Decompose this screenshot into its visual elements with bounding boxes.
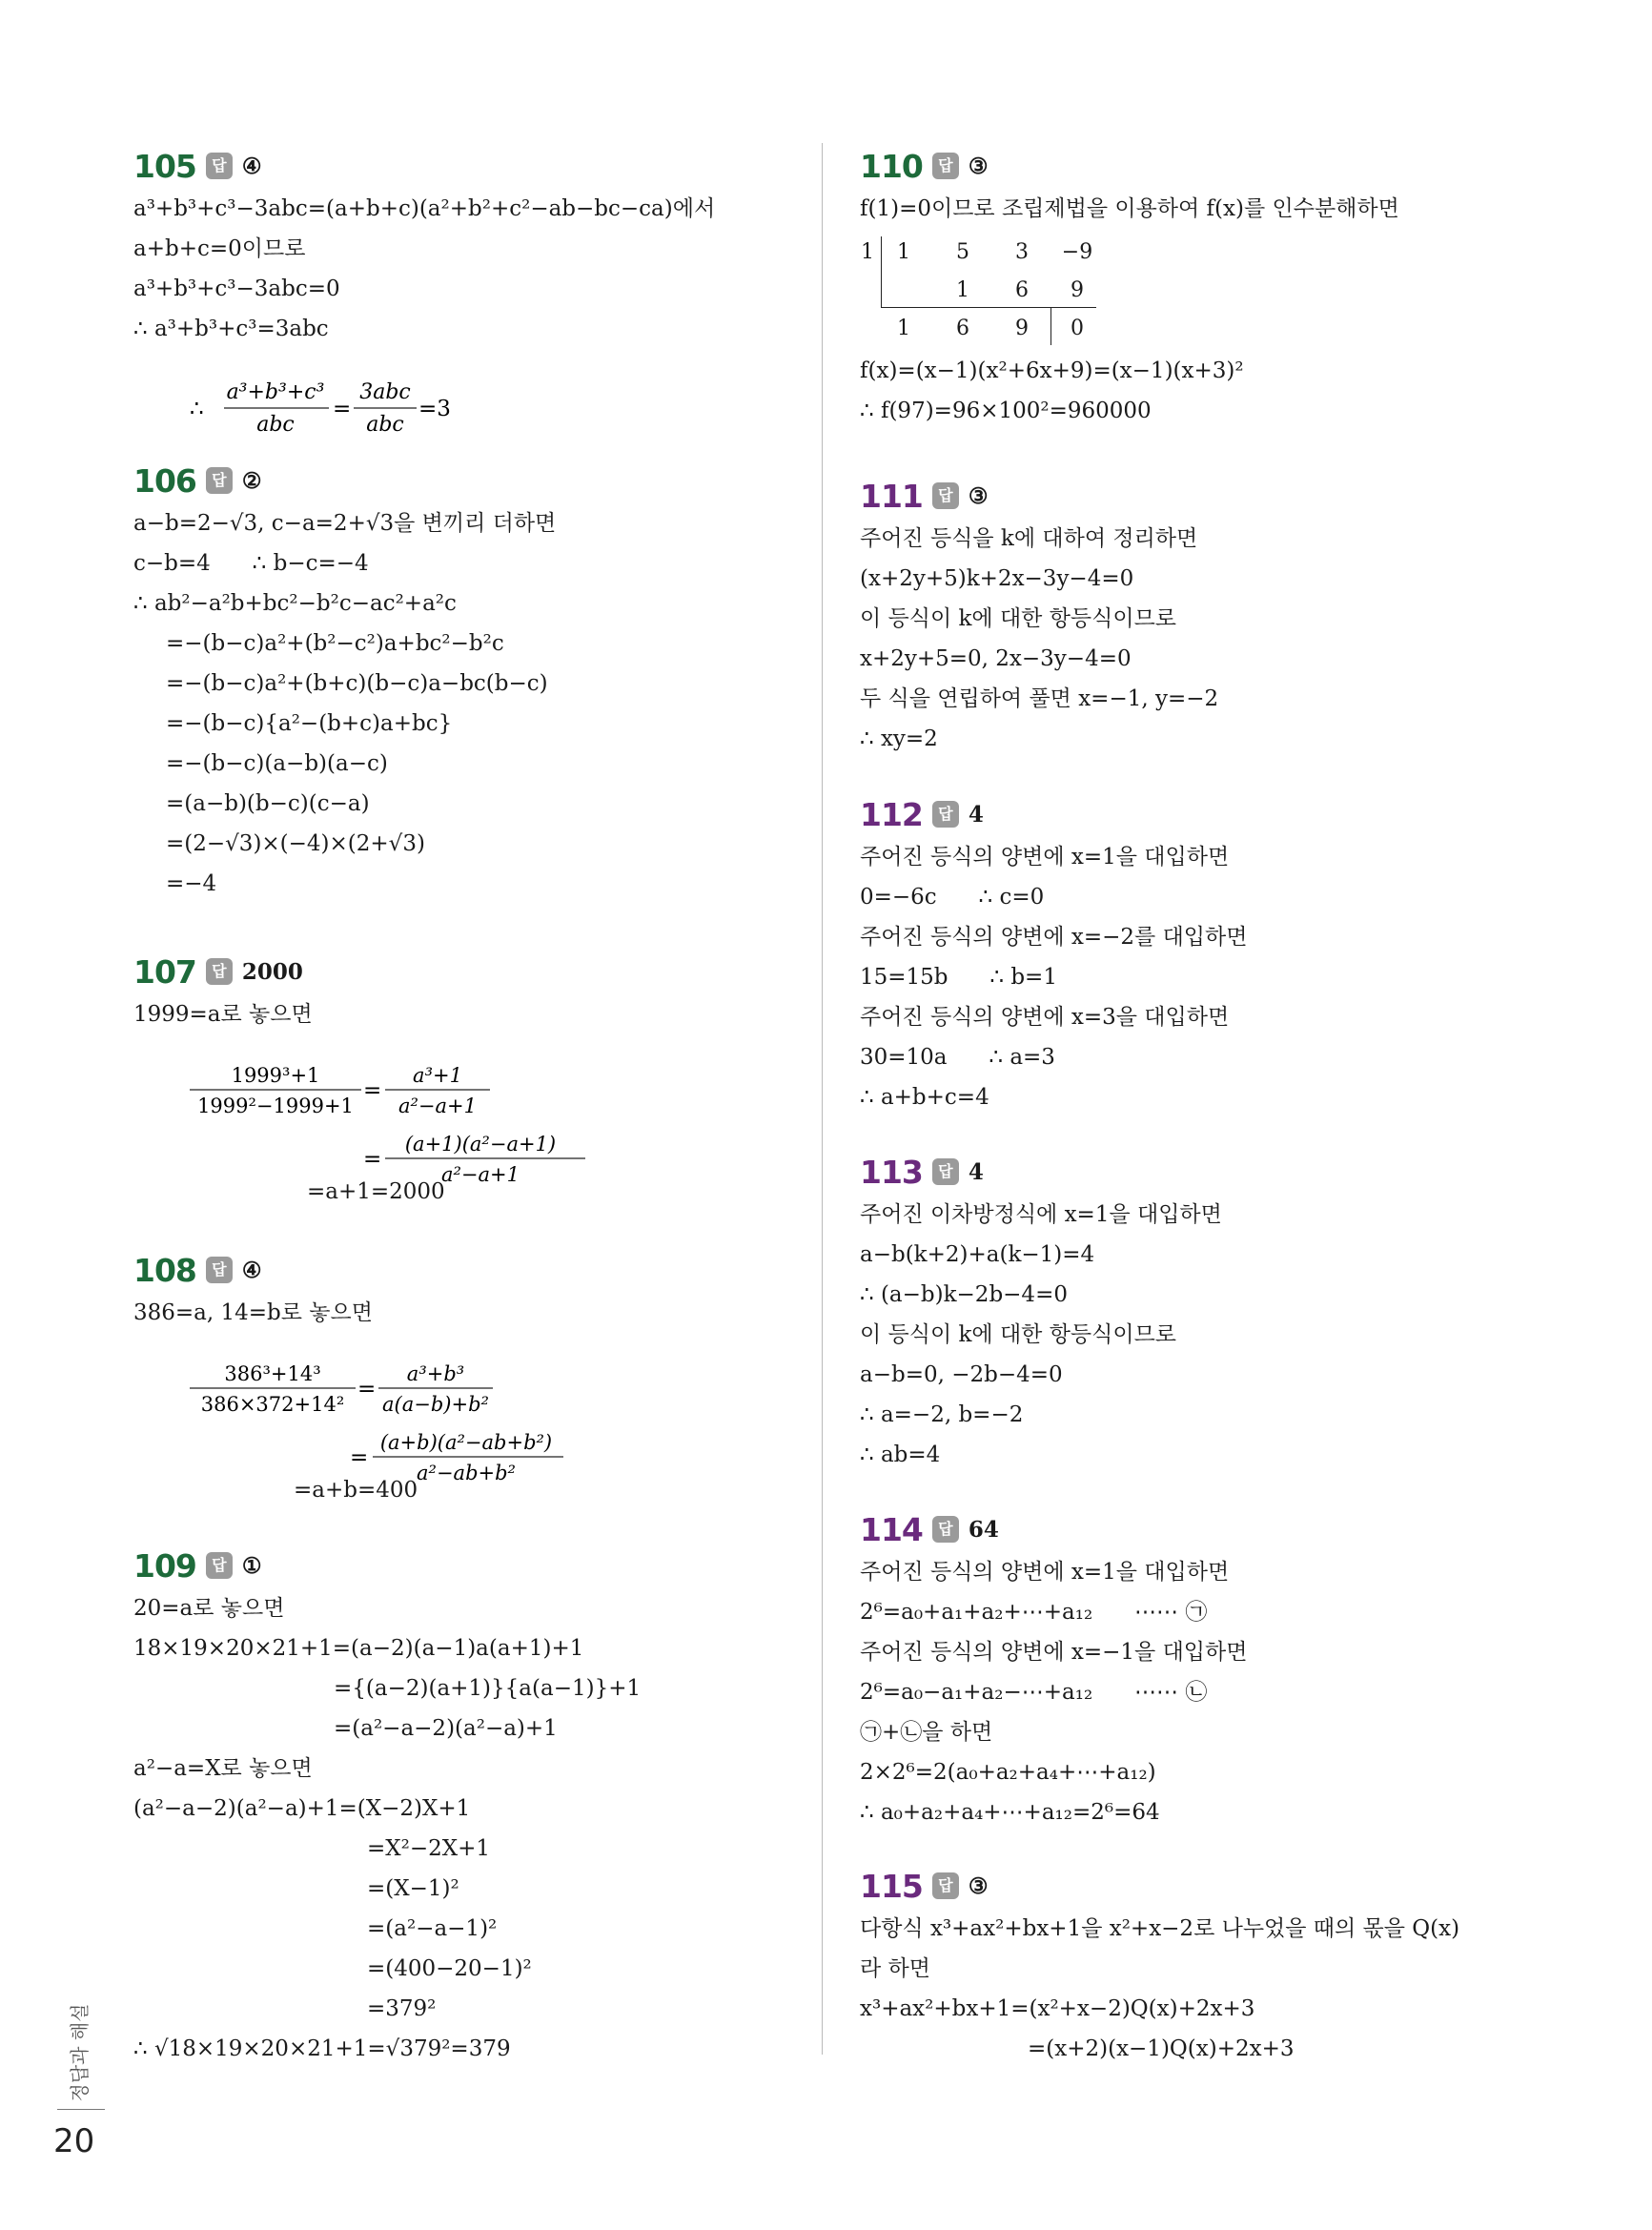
fraction-denominator: 1999²−1999+1 <box>196 1095 354 1117</box>
synthetic-result: 1 <box>897 317 910 340</box>
problem-113 <box>860 1149 1546 1475</box>
fraction-denominator: a(a−b)+b² <box>381 1393 489 1416</box>
footer-side-label-box <box>59 2000 97 2105</box>
solution-line: 이 등식이 k에 대한 항등식이므로 <box>860 1322 1177 1347</box>
synthetic-coef: 1 <box>897 240 910 264</box>
solution-line: ∴ a³+b³+c³=3abc <box>133 317 329 341</box>
answer-badge: 답 <box>206 958 233 985</box>
solution-line: 18×19×20×21+1=(a−2)(a−1)a(a+1)+1 <box>133 1636 584 1661</box>
solution-line: =(2−√3)×(−4)×(2+√3) <box>166 831 425 856</box>
solution-line: 라 하면 <box>860 1956 930 1981</box>
solution-line: 다항식 x³+ax²+bx+1을 x²+x−2로 나누었을 때의 몫을 Q(x) <box>860 1916 1460 1941</box>
answer: ④ <box>241 153 262 179</box>
fraction-numerator: 3abc <box>358 380 411 404</box>
problem-107 <box>133 949 791 1212</box>
solution-line: 386=a, 14=b로 놓으면 <box>133 1300 373 1325</box>
answer-badge: 답 <box>932 153 959 179</box>
solution-line: =(X−1)² <box>367 1876 459 1901</box>
solution-line: =−(b−c)a²+(b²−c²)a+bc²−b²c <box>166 631 504 656</box>
fraction-numerator: (a+1)(a²−a+1) <box>404 1133 556 1156</box>
svg-text:=: = <box>362 1147 381 1172</box>
problem-number: 108 <box>133 1251 196 1289</box>
fraction-denominator: a²−a+1 <box>440 1163 520 1186</box>
fraction-denominator: a²−ab+b² <box>416 1462 516 1484</box>
problem-number: 115 <box>860 1867 923 1905</box>
solution-line: a+b+c=0이므로 <box>133 236 306 261</box>
solution-line: 주어진 이차방정식에 x=1을 대입하면 <box>860 1202 1222 1227</box>
problem-number: 112 <box>860 795 923 833</box>
solution-line: 주어진 등식의 양변에 x=1을 대입하면 <box>860 1560 1230 1585</box>
synthetic-coef: 5 <box>956 240 969 264</box>
solution-line: ∴ (a−b)k−2b−4=0 <box>860 1282 1068 1307</box>
solution-line: =(a²−a−1)² <box>367 1916 498 1941</box>
solution-line: a−b=0, −2b−4=0 <box>860 1362 1063 1387</box>
answer-badge: 답 <box>206 1257 233 1283</box>
answer: 4 <box>968 801 984 828</box>
solution-line: 주어진 등식의 양변에 x=3을 대입하면 <box>860 1005 1230 1030</box>
solution-line: f(1)=0이므로 조립제법을 이용하여 f(x)를 인수분해하면 <box>860 196 1399 221</box>
svg-text:=: = <box>357 1377 376 1401</box>
fraction-denominator: abc <box>255 413 295 437</box>
solution-line: =(x+2)(x−1)Q(x)+2x+3 <box>1028 2036 1295 2061</box>
solution-line: ∴ a=−2, b=−2 <box>860 1402 1024 1427</box>
page-number: 20 <box>53 2122 95 2160</box>
synthetic-product: 1 <box>956 278 969 302</box>
synthetic-result: 6 <box>956 317 969 340</box>
fraction-expression <box>133 1333 791 1416</box>
fraction-result: =3 <box>418 397 451 421</box>
solution-line: (a²−a−2)(a²−a)+1=(X−2)X+1 <box>133 1796 471 1821</box>
solution-line: 이 등식이 k에 대한 항등식이므로 <box>860 606 1177 631</box>
problem-114 <box>860 1506 1546 1832</box>
footer-side-label: 정답과 해설 <box>68 2003 92 2102</box>
answer-badge: 답 <box>206 467 233 494</box>
problem-number: 106 <box>133 461 196 500</box>
solution-line: a²−a=X로 놓으면 <box>133 1756 313 1781</box>
solution-line: ∴ ab²−a²b+bc²−b²c−ac²+a²c <box>133 591 457 616</box>
answer-badge: 답 <box>932 1158 959 1185</box>
synthetic-result: 9 <box>1015 317 1029 340</box>
answer: 4 <box>968 1158 984 1185</box>
answer-badge: 답 <box>932 1872 959 1899</box>
problem-number: 113 <box>860 1153 923 1191</box>
fraction-expression <box>133 1034 791 1117</box>
svg-text:=: = <box>332 397 351 421</box>
solution-line: ∴ a₀+a₂+a₄+⋯+a₁₂=2⁶=64 <box>860 1800 1160 1825</box>
synthetic-root: 1 <box>861 240 874 264</box>
fraction-numerator: (a+b)(a²−ab+b²) <box>379 1431 552 1454</box>
solution-line: 1999=a로 놓으면 <box>133 1002 313 1027</box>
fraction-numerator: 1999³+1 <box>231 1064 319 1087</box>
answer-badge: 답 <box>206 153 233 179</box>
solution-line: 30=10a ∴ a=3 <box>860 1045 1055 1070</box>
fraction-denominator: abc <box>365 413 404 437</box>
solution-line: a³+b³+c³−3abc=0 <box>133 276 340 301</box>
fraction-svg <box>190 374 495 442</box>
solution-line: =a+1=2000 <box>307 1179 445 1204</box>
fraction-prefix: ∴ <box>189 397 204 421</box>
solution-line: =−(b−c){a²−(b+c)a+bc} <box>166 711 453 736</box>
answer: 64 <box>968 1516 999 1543</box>
answer-badge: 답 <box>932 482 959 509</box>
synthetic-product: 6 <box>1015 278 1029 302</box>
solution-line: 20=a로 놓으면 <box>133 1596 285 1621</box>
problem-110 <box>860 143 1546 431</box>
solution-line: 2⁶=a₀+a₁+a₂+⋯+a₁₂ ⋯⋯ ㉠ <box>860 1600 1208 1625</box>
solution-line: 주어진 등식의 양변에 x=−2를 대입하면 <box>860 925 1248 950</box>
answer-badge: 답 <box>206 1552 233 1579</box>
fraction-expression <box>133 349 791 437</box>
problem-number: 110 <box>860 147 923 185</box>
solution-line: =379² <box>367 1996 437 2021</box>
problem-112 <box>860 791 1546 1117</box>
solution-line: x+2y+5=0, 2x−3y−4=0 <box>860 646 1132 671</box>
footer-divider <box>57 2109 105 2110</box>
fraction-numerator: a³+b³+c³ <box>226 380 324 404</box>
solution-line: a³+b³+c³−3abc=(a+b+c)(a²+b²+c²−ab−bc−ca)에서 <box>133 196 716 221</box>
svg-text:=: = <box>362 1078 381 1103</box>
solution-line: x³+ax²+bx+1=(x²+x−2)Q(x)+2x+3 <box>860 1996 1255 2021</box>
solution-line: =−(b−c)(a−b)(a−c) <box>166 751 388 776</box>
fraction-svg <box>190 1358 590 1419</box>
synthetic-division <box>860 233 1108 345</box>
fraction-denominator: 386×372+14² <box>200 1393 344 1416</box>
fraction-numerator: a³+1 <box>412 1064 462 1087</box>
answer: ① <box>241 1552 262 1579</box>
solution-line: =X²−2X+1 <box>367 1836 491 1861</box>
problem-111 <box>860 473 1546 759</box>
solution-line: ∴ ab=4 <box>860 1442 941 1467</box>
synthetic-coef: −9 <box>1061 240 1093 264</box>
problem-number: 107 <box>133 952 196 991</box>
solution-line: ∴ xy=2 <box>860 726 938 751</box>
solution-line: =−(b−c)a²+(b+c)(b−c)a−bc(b−c) <box>166 671 548 696</box>
answer: ④ <box>241 1257 262 1283</box>
solution-line: =−4 <box>166 871 217 896</box>
solution-line: ={(a−2)(a+1)}{a(a−1)}+1 <box>334 1676 642 1701</box>
answer-badge: 답 <box>932 1516 959 1543</box>
synthetic-coef: 3 <box>1015 240 1029 264</box>
solution-line: (x+2y+5)k+2x−3y−4=0 <box>860 566 1134 591</box>
problem-number: 105 <box>133 147 196 185</box>
synthetic-remainder: 0 <box>1071 317 1084 340</box>
problem-108 <box>133 1247 791 1510</box>
problem-number: 111 <box>860 477 923 515</box>
synthetic-product: 9 <box>1071 278 1084 302</box>
fraction-numerator: a³+b³ <box>406 1362 464 1385</box>
solution-line: a−b(k+2)+a(k−1)=4 <box>860 1242 1095 1267</box>
solution-line: 15=15b ∴ b=1 <box>860 965 1057 990</box>
problem-number: 109 <box>133 1546 196 1585</box>
solution-line: 주어진 등식의 양변에 x=1을 대입하면 <box>860 845 1230 869</box>
solution-line: a−b=2−√3, c−a=2+√3을 변끼리 더하면 <box>133 511 557 536</box>
problem-105 <box>133 143 791 437</box>
solution-line: 2⁶=a₀−a₁+a₂−⋯+a₁₂ ⋯⋯ ㉡ <box>860 1680 1208 1705</box>
fraction-svg <box>190 1059 590 1120</box>
solution-line: 주어진 등식의 양변에 x=−1을 대입하면 <box>860 1640 1248 1665</box>
solution-line: ∴ a+b+c=4 <box>860 1085 989 1110</box>
answer: 2000 <box>241 958 303 985</box>
svg-text:=: = <box>349 1445 368 1470</box>
problem-number: 114 <box>860 1510 923 1548</box>
solution-line: =(400−20−1)² <box>367 1956 532 1981</box>
solution-line: =a+b=400 <box>294 1478 418 1503</box>
fraction-numerator: 386³+14³ <box>223 1362 321 1385</box>
solution-line: ㉠+㉡을 하면 <box>860 1720 993 1745</box>
solution-line: 2×2⁶=2(a₀+a₂+a₄+⋯+a₁₂) <box>860 1760 1156 1785</box>
solution-line: c−b=4 ∴ b−c=−4 <box>133 551 369 576</box>
answer: ② <box>241 467 262 494</box>
solution-line: ∴ f(97)=96×100²=960000 <box>860 399 1152 423</box>
solution-line: =(a−b)(b−c)(c−a) <box>166 791 370 816</box>
problem-106 <box>133 458 791 904</box>
fraction-denominator: a²−a+1 <box>398 1095 477 1117</box>
solution-line: 0=−6c ∴ c=0 <box>860 885 1045 910</box>
problem-109 <box>133 1543 791 2069</box>
answer: ③ <box>968 153 989 179</box>
solution-line: ∴ √18×19×20×21+1=√379²=379 <box>133 2036 511 2061</box>
solution-line: =(a²−a−2)(a²−a)+1 <box>334 1716 558 1741</box>
solution-line: f(x)=(x−1)(x²+6x+9)=(x−1)(x+3)² <box>860 358 1244 383</box>
solution-line: 두 식을 연립하여 풀면 x=−1, y=−2 <box>860 686 1219 711</box>
answer: ③ <box>968 482 989 509</box>
answer: ③ <box>968 1872 989 1899</box>
solution-line: 주어진 등식을 k에 대하여 정리하면 <box>860 526 1198 551</box>
column-divider <box>822 143 823 2055</box>
answer-badge: 답 <box>932 801 959 828</box>
problem-115 <box>860 1863 1546 2069</box>
